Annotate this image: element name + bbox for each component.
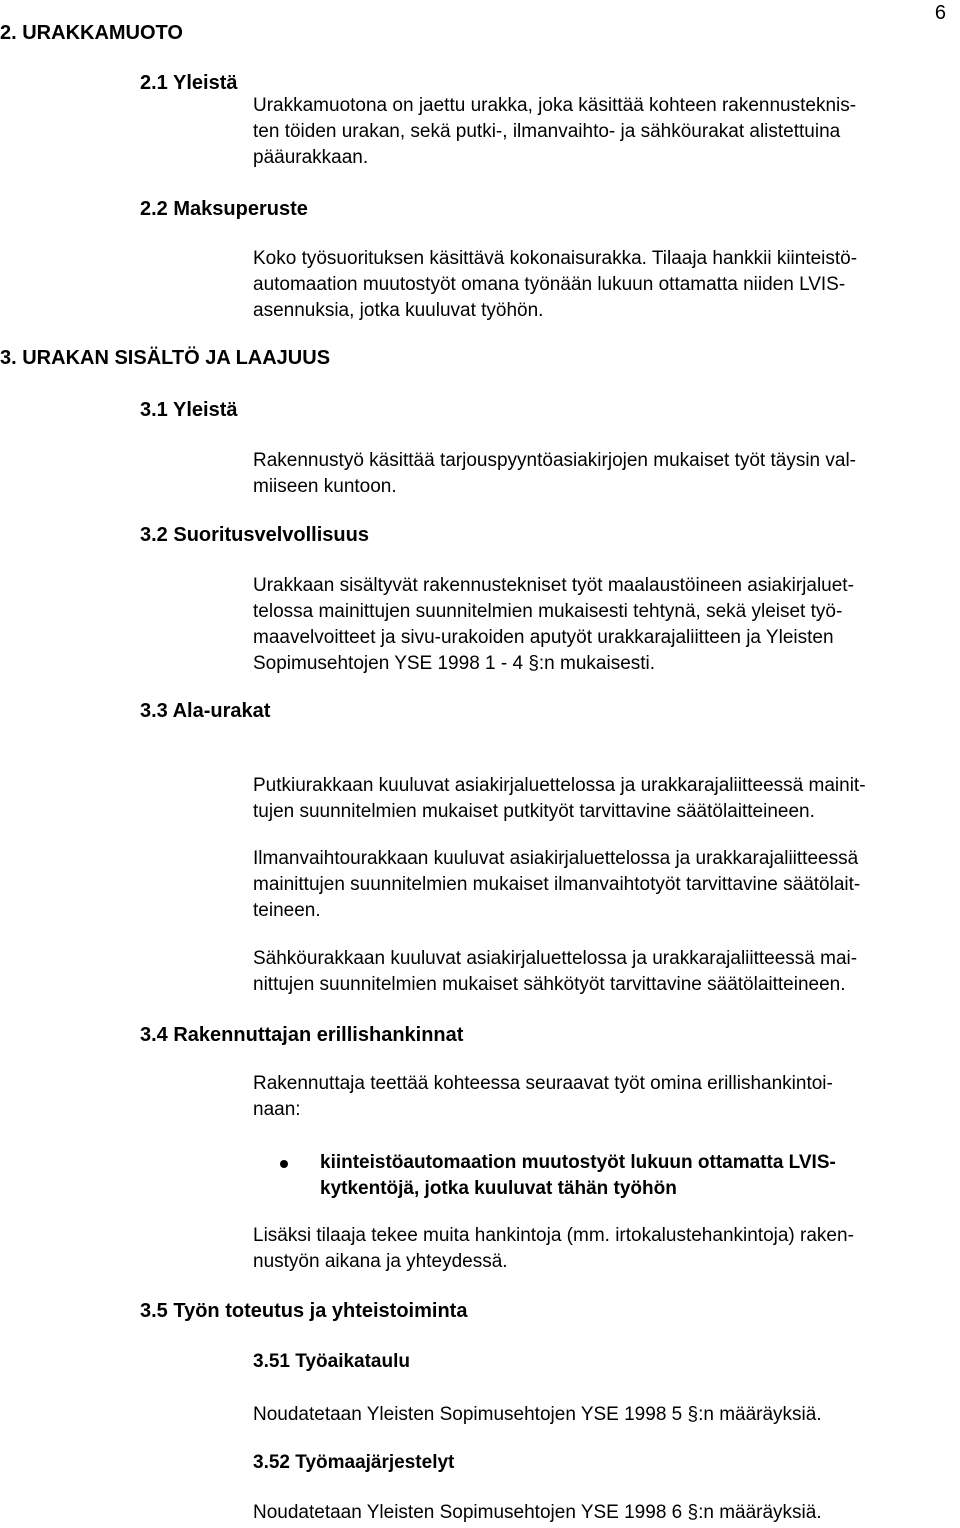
text-line: automaation muutostyöt omana työnään lukuun ottamatta niiden LVIS- (253, 274, 846, 295)
page-number: 6 (934, 2, 946, 24)
section-heading-3-2: 3.2 Suoritusvelvollisuus (140, 524, 369, 546)
text-line: naan: (253, 1099, 301, 1120)
section-heading-3-5: 3.5 Työn toteutus ja yhteistoiminta (140, 1300, 468, 1322)
text-line: nustyön aikana ja yhteydessä. (253, 1251, 508, 1272)
paragraph-3-3-ilmanvaihto (253, 846, 943, 924)
bullet-item (280, 1150, 940, 1202)
subsection-heading-3-52: 3.52 Työmaajärjestelyt (253, 1452, 455, 1473)
text-line: teineen. (253, 900, 321, 921)
text-line: Rakennustyö käsittää tarjouspyyntöasiakirjojen mukaiset työt täysin val- (253, 450, 857, 471)
text-line: kiinteistöautomaation muutostyöt lukuun ottamatta LVIS- (320, 1152, 836, 1173)
text-line: nittujen suunnitelmien mukaiset sähkötyöt tarvittavine säätölaitteineen. (253, 974, 846, 995)
paragraph-3-51 (253, 1402, 943, 1428)
text-line: tujen suunnitelmien mukaiset putkityöt tarvittavine säätölaitteineen. (253, 801, 815, 822)
text-line: Ilmanvaihtourakkaan kuuluvat asiakirjaluettelossa ja urakkarajaliitteessä (253, 848, 859, 869)
text-line: Putkiurakkaan kuuluvat asiakirjaluettelossa ja urakkarajaliitteessä mainit- (253, 775, 866, 796)
section-heading-2-2: 2.2 Maksuperuste (140, 198, 308, 220)
text-line: Rakennuttaja teettää kohteessa seuraavat työt omina erillishankintoi- (253, 1073, 833, 1094)
bullet-icon (280, 1160, 288, 1168)
text-line: pääurakkaan. (253, 147, 369, 168)
text-line: maavelvoitteet ja sivu-urakoiden aputyöt urakkarajaliitteen ja Yleisten (253, 627, 834, 648)
subsection-heading-3-51: 3.51 Työaikataulu (253, 1351, 410, 1372)
text-line: asennuksia, jotka kuuluvat työhön. (253, 300, 544, 321)
section-heading-2-1: 2.1 Yleistä (140, 72, 238, 94)
section-heading-3-1: 3.1 Yleistä (140, 399, 238, 421)
text-line: Noudatetaan Yleisten Sopimusehtojen YSE 1998 5 §:n määräyksiä. (253, 1404, 822, 1425)
paragraph-3-3-putki (253, 773, 943, 825)
text-line: Urakkaan sisältyvät rakennustekniset työt maalaustöineen asiakirjaluet- (253, 575, 854, 596)
text-line: mainittujen suunnitelmien mukaiset ilmanvaihtotyöt tarvittavine säätölait- (253, 874, 861, 895)
paragraph-3-2 (253, 573, 943, 677)
text-line: ten töiden urakan, sekä putki-, ilmanvaihto- ja sähköurakat alistettuina (253, 121, 841, 142)
paragraph-3-4-outro (253, 1223, 943, 1275)
section-heading-3-4: 3.4 Rakennuttajan erillishankinnat (140, 1024, 464, 1046)
section-heading-2: 2. URAKKAMUOTO (0, 22, 183, 44)
text-line: miiseen kuntoon. (253, 476, 397, 497)
text-line: kytkentöjä, jotka kuuluvat tähän työhön (320, 1178, 677, 1199)
paragraph-3-3-sahko (253, 946, 943, 998)
paragraph-2-2 (253, 246, 943, 324)
text-line: Sopimusehtojen YSE 1998 1 - 4 §:n mukaisesti. (253, 653, 656, 674)
paragraph-3-4-intro (253, 1071, 943, 1123)
paragraph-3-1 (253, 448, 943, 500)
section-heading-3: 3. URAKAN SISÄLTÖ JA LAAJUUS (0, 347, 331, 369)
paragraph-3-52 (253, 1500, 943, 1526)
text-line: Sähköurakkaan kuuluvat asiakirjaluettelossa ja urakkarajaliitteessä mai- (253, 948, 858, 969)
paragraph-2-1 (253, 93, 943, 171)
text-line: Koko työsuorituksen käsittävä kokonaisurakka. Tilaaja hankkii kiinteistö- (253, 248, 858, 269)
text-line: telossa mainittujen suunnitelmien mukaisesti tehtynä, sekä yleiset työ- (253, 601, 843, 622)
text-line: Lisäksi tilaaja tekee muita hankintoja (mm. irtokalustehankintoja) raken- (253, 1225, 854, 1246)
text-line: Urakkamuotona on jaettu urakka, joka käsittää kohteen rakennusteknis- (253, 95, 857, 116)
section-heading-3-3: 3.3 Ala-urakat (140, 700, 271, 722)
bullet-text (320, 1150, 836, 1202)
text-line: Noudatetaan Yleisten Sopimusehtojen YSE 1998 6 §:n määräyksiä. (253, 1502, 822, 1523)
